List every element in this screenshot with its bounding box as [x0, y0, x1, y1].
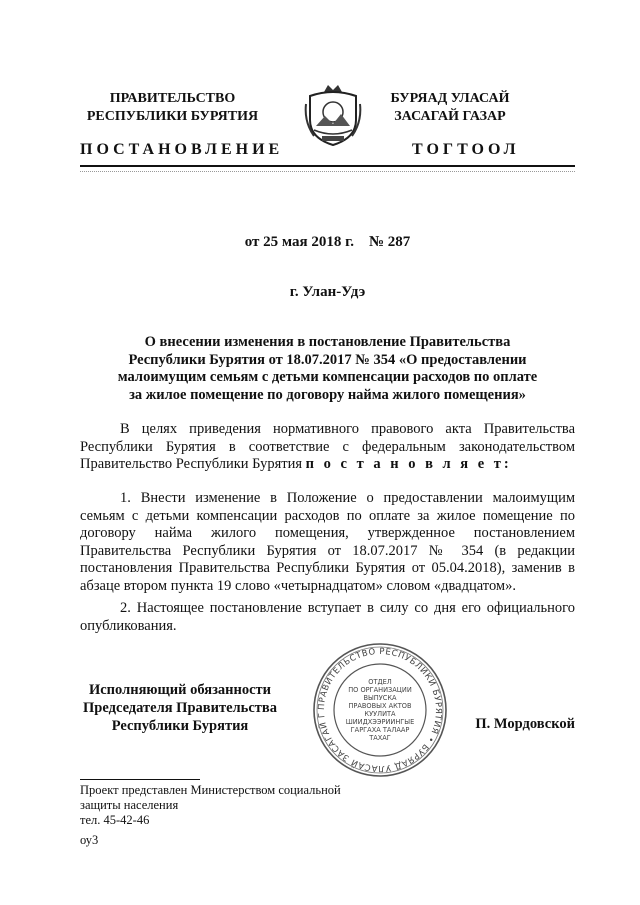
header-divider [80, 165, 575, 167]
decree-word: п о с т а н о в л я е т: [305, 456, 512, 472]
header-right-line1: БУРЯАД УЛАСАЙ [390, 91, 510, 106]
stamp-ring-text: ПРАВИТЕЛЬСТВО РЕСПУБЛИКИ БУРЯТИЯ • БУРЯАД УЛАСАЙ ЗАСАГАЙ Г [316, 646, 444, 774]
doc-type-right: ТОГТООЛ [412, 141, 520, 158]
header-right [375, 90, 525, 126]
stamp-center-line: КУУЛИТА [364, 710, 396, 718]
header-dotted-divider [80, 171, 575, 172]
date-number: от 25 мая 2018 г. № 287 [244, 234, 411, 250]
signatory-name: П. Мордовской [475, 716, 575, 732]
footer-note [80, 783, 380, 828]
header-right-line2: ЗАСАГАЙ ГАЗАР [394, 109, 506, 124]
doc-type-left: ПОСТАНОВЛЕНИЕ [80, 141, 284, 158]
item-2-text: 2. Настоящее постановление вступает в силу со дня его официального опубликования. [80, 600, 575, 634]
header-left-line1: ПРАВИТЕЛЬСТВО [109, 91, 236, 106]
item-1-paragraph [80, 490, 575, 595]
stamp-center-line: ОТДЕЛ [368, 678, 392, 686]
footer-line: защиты населения [80, 798, 179, 812]
stamp-center-line: ПО ОРГАНИЗАЦИИ [348, 686, 412, 694]
signatory-position-line: Республики Бурятия [111, 718, 249, 734]
signatory-position-line: Председателя Правительства [83, 700, 277, 716]
stamp-center-line: ТАХАГ [369, 734, 391, 742]
item-1-text: 1. Внести изменение в Положение о предоставлении малоимущим семьям с детьми компенсации расходов по оплате за жилое помещение по договору найма жилого помещения, утвержденное постановлением Правительства Республики Бурятия от 18.07.2017 № 354 (в редакции постановления Правительства Республики Бурятия от 05.04.2018), заменив в абзаце втором пункта 19 слово «четырнадцатом» словом «двадцатом». [80, 490, 575, 594]
stamp-center-line: ПРАВОВЫХ АКТОВ [348, 702, 412, 710]
subject-line: Республики Бурятия от 18.07.2017 № 354 «О предоставлении [128, 351, 527, 368]
coat-of-arms-emblem [302, 82, 364, 148]
header-left-line2: РЕСПУБЛИКИ БУРЯТИЯ [86, 109, 259, 124]
stamp-center-line: ГАРГАХА ТАЛААР [350, 726, 410, 734]
document-code: оу3 [80, 833, 99, 847]
footer-divider [80, 779, 200, 780]
footer-phone: тел. 45-42-46 [80, 813, 150, 827]
stamp-center-line: ВЫПУСКА [363, 694, 397, 702]
header-left [80, 90, 265, 126]
subject-line: О внесении изменения в постановление Правительства [144, 334, 511, 350]
preamble-text: В целях приведения нормативного правового акта Правительства Республики Бурятия в соответствие с федеральным законодательством Правительство Республики Бурятия [80, 421, 575, 472]
stamp-center-line: ШИИДХЭЭРИИНГЫЕ [345, 718, 415, 726]
signatory-position-line: Исполняющий обязанности [88, 682, 272, 698]
footer-line: Проект представлен Министерством социальной [80, 783, 341, 797]
document-subject [80, 334, 575, 404]
item-2-paragraph [80, 600, 575, 635]
subject-line: за жилое помещение по договору найма жилого помещения» [129, 386, 526, 403]
preamble-paragraph [80, 421, 575, 474]
subject-line: малоимущим семьям с детьми компенсации расходов по оплате [117, 369, 538, 385]
official-stamp [310, 640, 450, 780]
signatory-position [80, 681, 280, 735]
city: г. Улан-Удэ [289, 284, 366, 300]
